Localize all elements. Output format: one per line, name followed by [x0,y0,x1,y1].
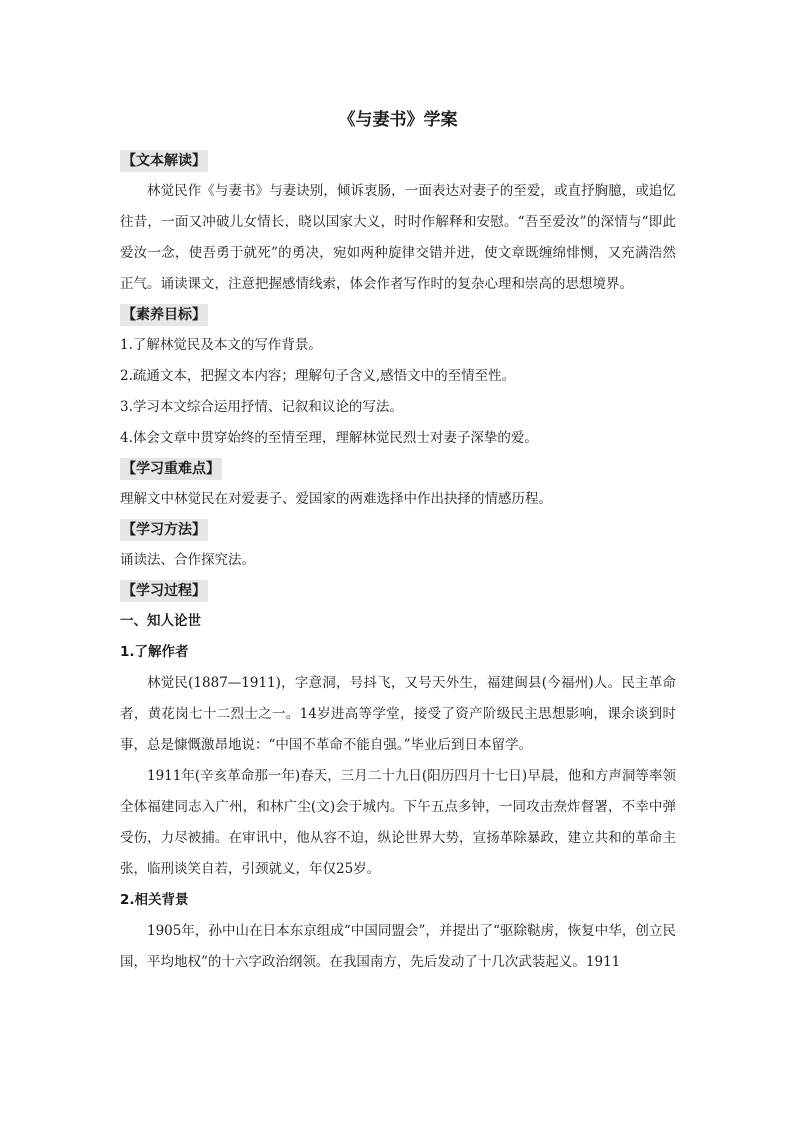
process-part-1: 一、知人论世 [120,613,201,629]
process-sub-2: 2.相关背景 [120,892,189,908]
section-head-keypoints: 【学习重难点】 [120,458,222,480]
section-head-reading: 【文本解读】 [120,150,208,172]
section-head-process: 【学习过程】 [120,580,208,602]
goal-item-4: 4.体会文章中贯穿始终的至情至理，理解林觉民烈士对妻子深挚的爱。 [120,430,538,446]
background-paragraph-1: 1905年，孙中山在日本东京组成“中国同盟会”，并提出了“驱除鞑虏，恢复中华，创立民国，平均地权”的十六字政治纲领。在我国南方，先后发动了十几次武装起义。1911 [120,923,676,970]
author-paragraph-2: 1911年(辛亥革命那一年)春天，三月二十九日(阳历四月十七日)早晨，他和方声洞等率领全体福建同志入广州，和林广尘(文)会于城内。下午五点多钟，一同攻击焘炸督署，不幸中弹受伤，力尽被捕。在审讯中，他从容不迫，纵论世界大势，宣扬革除暴政，建立共和的革命主张，临刑谈笑自若，引颈就义，年仅25岁。 [120,768,676,877]
goal-item-3: 3.学习本文综合运用抒情、记叙和议论的写法。 [120,399,403,415]
section-head-goals: 【素养目标】 [120,304,208,326]
process-sub-1: 1.了解作者 [120,644,189,660]
document-title: 《与妻书》学案 [338,110,458,130]
section-head-methods: 【学习方法】 [120,519,208,541]
document-page [120,96,676,978]
goal-item-1: 1.了解林觉民及本文的写作背景。 [120,337,322,353]
author-paragraph-1: 林觉民(1887—1911)，字意洞，号抖飞，又号天外生，福建闽县(今福州)人。民主革命者，黄花岗七十二烈士之一。14岁进高等学堂，接受了资产阶级民主思想影响，课余谈到时事，总是慷慨激昂地说：“中国不革命不能自强。”毕业后到日本留学。 [120,675,676,753]
reading-paragraph: 林觉民作《与妻书》与妻诀别，倾诉衷肠，一面表达对妻子的至爱，或直抒胸臆，或追忆往昔，一面又冲破儿女情长，晓以国家大义，时时作解释和安慰。“吾至爱汝”的深情与“即此爱汝一念，使吾勇于就死”的勇决，宛如两种旋律交错并进，使文章既缠绵悱恻，又充满浩然正气。诵读课文，注意把握感情线索，体会作者写作时的复杂心理和崇高的思想境界。 [120,183,676,292]
keypoints-text: 理解文中林觉民在对爱妻子、爱国家的两难选择中作出抉择的情感历程。 [120,491,552,507]
methods-text: 诵读法、合作探究法。 [120,552,255,568]
goal-item-2: 2.疏通文本，把握文本内容；理解句子含义,感悟文中的至情至性。 [120,368,516,384]
